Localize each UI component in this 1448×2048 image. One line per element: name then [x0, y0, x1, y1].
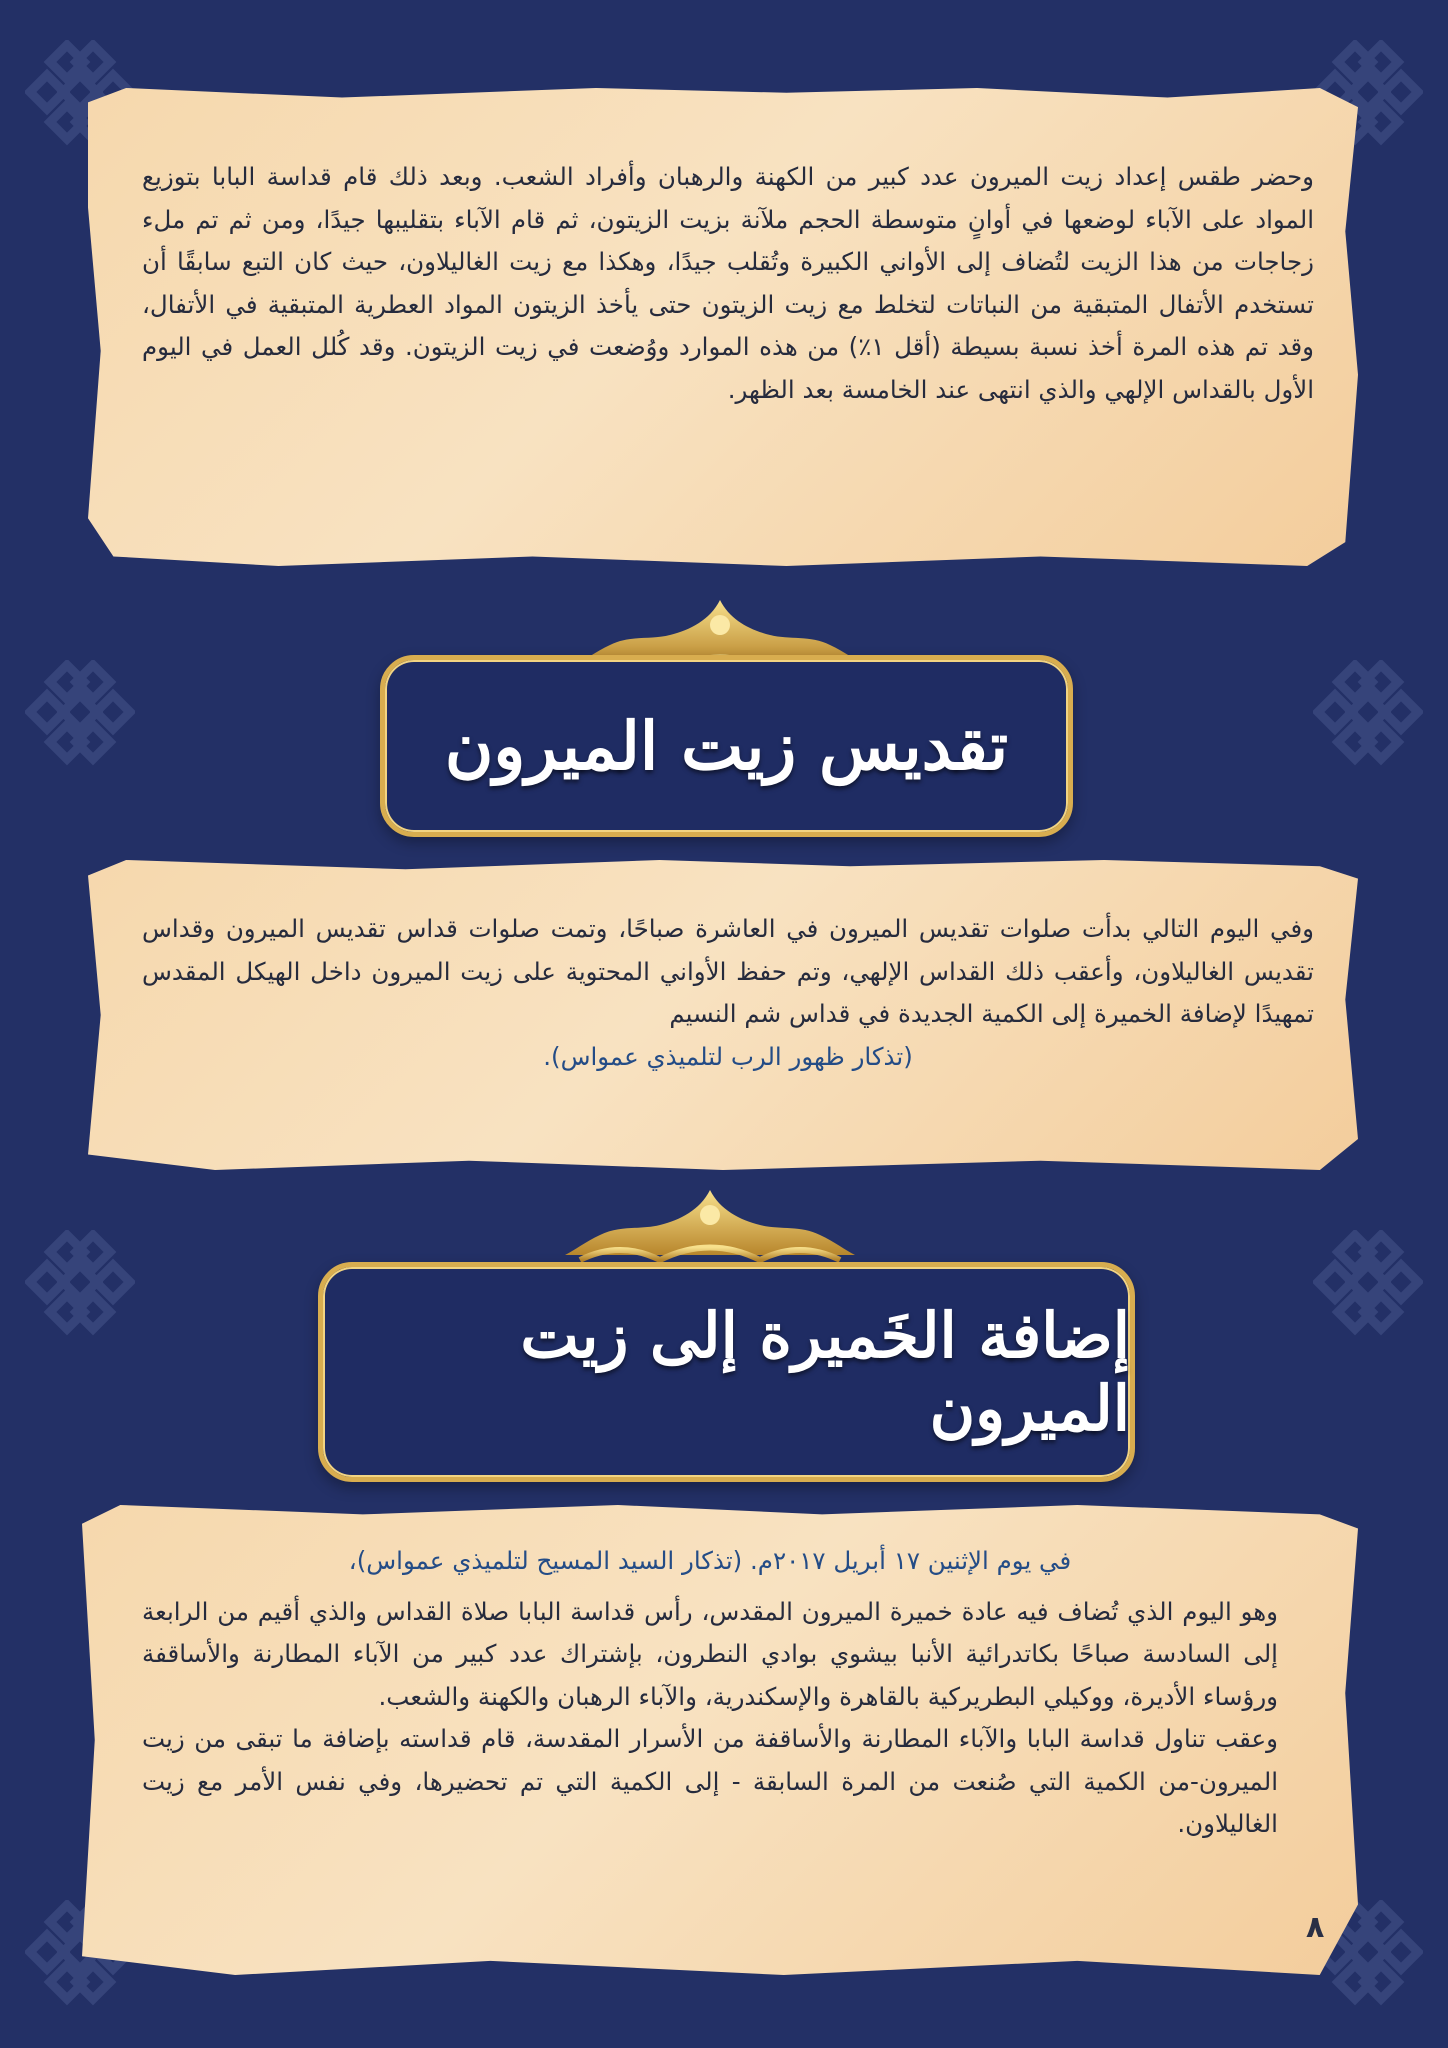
- section-title-1: تقديس زيت الميرون: [444, 707, 1009, 785]
- section-title-box-1: [380, 655, 1073, 837]
- knot-motif: [25, 1230, 135, 1340]
- section-title-2: إضافة الخَميرة إلى زيت الميرون: [520, 1299, 1130, 1445]
- knot-motif: [25, 660, 135, 770]
- section2-text: [142, 908, 1314, 1078]
- section2-paragraph: وفي اليوم التالي بدأت صلوات تقديس الميرون في العاشرة صباحًا، وتمت صلوات قداس تقديس الميرون وقداس تقديس الغاليلاون، وأعقب ذلك القداس الإلهي، وتم حفظ الأواني المحتوية على زيت الميرون داخل الهيكل المقدس تمهيدًا لإضافة الخميرة إلى الكمية الجديدة في قداس شم النسيم: [142, 914, 1314, 1028]
- gold-floral-ornament: [545, 1180, 875, 1270]
- section2-note: (تذكار ظهور الرب لتلميذي عمواس).: [543, 1041, 913, 1071]
- section3-date-line: في يوم الإثنين ١٧ أبريل ٢٠١٧م. (تذكار السيد المسيح لتلميذي عمواس)،: [348, 1546, 1072, 1575]
- knot-motif: [1313, 660, 1423, 770]
- section3-paragraph-2: وعقب تناول قداسة البابا والآباء المطارنة والأساقفة من الأسرار المقدسة، قام قداسته بإضافة ما تبقى من زيت الميرون-من الكمية التي صُنعت من المرة السابقة - إلى الكمية التي تم تحضيرها، وفي نفس الأمر مع زيت الغاليلاون.: [142, 1724, 1278, 1838]
- knot-motif: [1313, 1230, 1423, 1340]
- section1-text: [142, 156, 1314, 411]
- section3-paragraph-1: وهو اليوم الذي تُضاف فيه عادة خميرة الميرون المقدس، رأس قداسة البابا صلاة القداس والذي أقيم من الرابعة إلى السادسة صباحًا بكاتدرائية الأنبا بيشوي بوادي النطرون، بإشتراك عدد كبير من الآباء المطارنة والأساقفة ورؤساء الأديرة، ووكيلي البطريركية بالقاهرة والإسكندرية، والآباء الرهبان والكهنة والشعب.: [142, 1596, 1278, 1711]
- page-number: ٨: [1306, 1910, 1325, 1945]
- section3-text: [142, 1540, 1278, 1846]
- section1-paragraph: وحضر طقس إعداد زيت الميرون عدد كبير من الكهنة والرهبان وأفراد الشعب. وبعد ذلك قام قداسة البابا بتوزيع المواد على الآباء لوضعها في أوانٍ متوسطة الحجم ملآنة بزيت الزيتون، ثم قام الآباء بتقليبها جيدًا، ومن ثم تم ملء زجاجات من هذا الزيت لتُضاف إلى الأواني الكبيرة وتُقلب جيدًا، وهكذا مع زيت الغاليلاون، حيث كان التبع سابقًا أن تستخدم الأتفال المتبقية من النباتات لتخلط مع زيت الزيتون حتى يأخذ الزيتون المواد العطرية المتبقية في الأتفال، وقد تم هذه المرة أخذ نسبة بسيطة (أقل ١٪) من هذه الموارد ووُضعت في زيت الزيتون. وقد كُلل العمل في اليوم الأول بالقداس الإلهي والذي انتهى عند الخامسة بعد الظهر.: [142, 162, 1314, 404]
- section-title-box-2: [318, 1262, 1135, 1482]
